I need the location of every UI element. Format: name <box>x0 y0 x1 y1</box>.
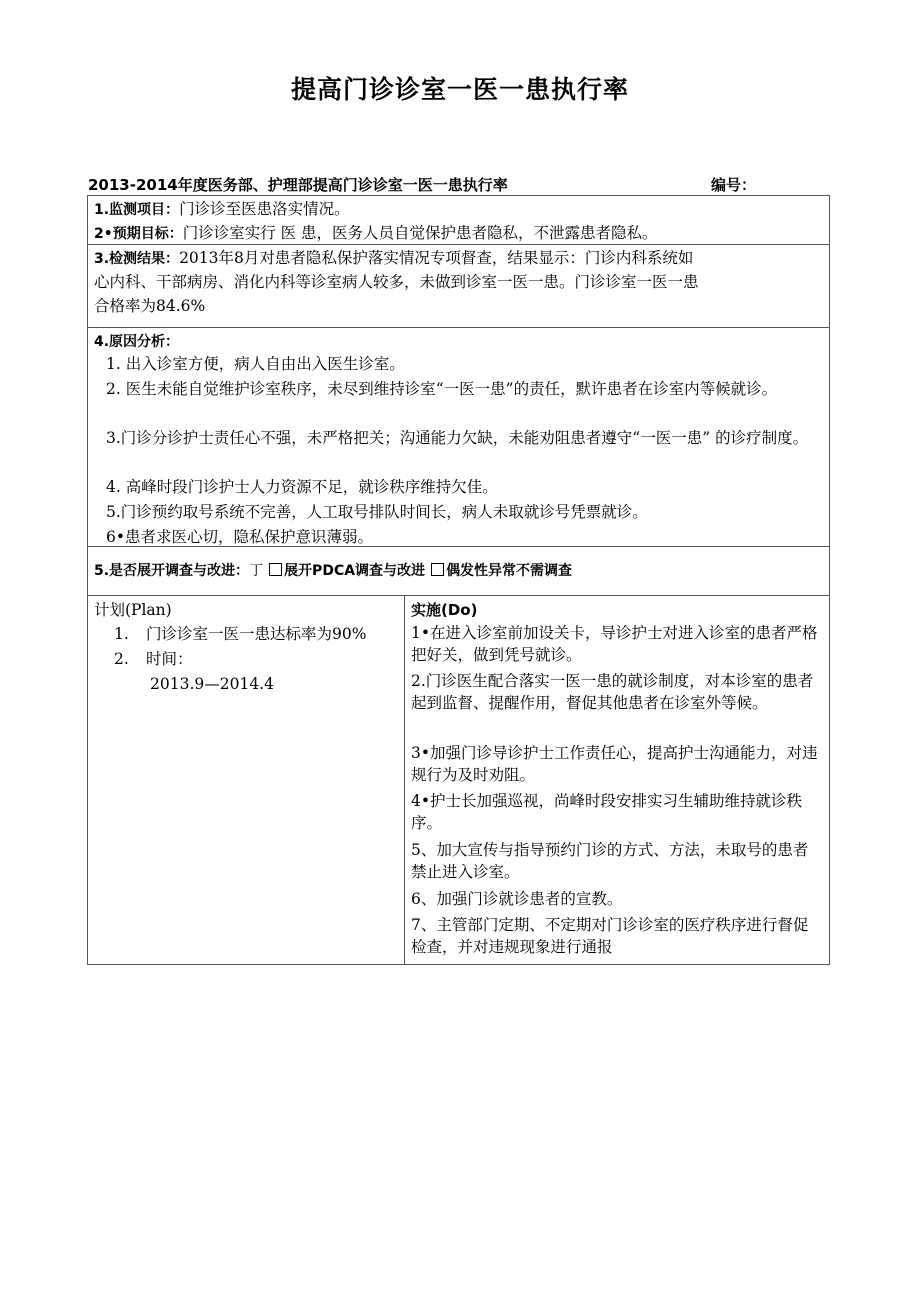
monitor-item-text: 门诊诊至医患洛实情况。 <box>179 200 350 218</box>
inspection-line-3: 合格率为84.6% <box>94 297 206 315</box>
plan-item-goal: 门诊诊室一医一患达标率为90% <box>146 625 367 643</box>
plan-heading: 计划(Plan) <box>94 601 172 619</box>
investigation-mark: 丁 <box>249 563 264 579</box>
plan-item-number: 2. <box>114 650 129 668</box>
report-table <box>87 195 830 965</box>
do-item: 7、主管部门定期、不定期对门诊诊室的医疗秩序进行督促检查，并对违规现象进行通报 <box>411 916 809 956</box>
inspection-label: 3.检测结果： <box>94 251 180 267</box>
cause-analysis-label: 4.原因分析： <box>94 334 180 350</box>
investigation-line <box>94 561 572 581</box>
do-item: 4•护士长加强巡视，尚峰时段安排实习生辅助维持就诊秩序。 <box>411 792 803 832</box>
expected-goal-text: 门诊诊室实行 医 患，医务人员自觉保护患者隐私，不泄露患者隐私。 <box>182 224 658 242</box>
cause-item: 2. 医生未能自觉维护诊室秩序，未尽到维持诊室“一医一患”的责任，默许患者在诊室内等候就诊。 <box>106 380 778 398</box>
plan-column <box>88 596 405 964</box>
page-title: 提高门诊诊室一医一患执行率 <box>290 75 629 104</box>
document-header <box>88 174 830 194</box>
do-item: 1•在进入诊室前加设关卡，导诊护士对进入诊室的患者严格把好关，做到凭号就诊。 <box>411 624 818 664</box>
monitor-section <box>88 196 829 245</box>
serial-number-label: 编号： <box>711 176 757 194</box>
no-investigation-option-label: 偶发性异常不需调查 <box>446 563 573 579</box>
cause-item: 6•患者求医心切，隐私保护意识薄弱。 <box>106 528 374 546</box>
monitor-item-line <box>94 199 350 220</box>
no-investigation-checkbox[interactable] <box>431 563 444 576</box>
investigation-section <box>88 547 829 596</box>
cause-item: 4. 高峰时段门诊护士人力资源不足，就诊秩序维持欠佳。 <box>106 478 498 496</box>
do-item: 2.门诊医生配合落实一医一患的就诊制度，对本诊室的患者起到监督、提醒作用，督促其他患者在诊室外等候。 <box>411 672 814 712</box>
expected-goal-line <box>94 223 658 244</box>
cause-item: 1. 出入诊室方便，病人自由出入医生诊室。 <box>106 355 405 373</box>
plan-do-section <box>88 596 829 964</box>
do-item: 5、加大宣传与指导预约门诊的方式、方法，未取号的患者禁止进入诊室。 <box>411 841 809 881</box>
inspection-text-1: 2013年8月对患者隐私保护落实情况专项督查，结果显示：门诊内科系统如 <box>179 249 694 267</box>
expected-goal-label: 2•预期目标： <box>94 226 183 242</box>
investigation-label: 5.是否展开调查与改进： <box>94 563 250 579</box>
do-item: 3•加强门诊导诊护士工作责任心，提高护士沟通能力，对违规行为及时劝阻。 <box>411 744 818 784</box>
pdca-checkbox[interactable] <box>269 563 282 576</box>
plan-item-number: 1. <box>114 625 129 643</box>
cause-analysis-section <box>88 328 829 547</box>
do-item: 6、加强门诊就诊患者的宣教。 <box>411 890 623 908</box>
cause-item: 5.门诊预约取号系统不完善，人工取号排队时间长，病人未取就诊号凭票就诊。 <box>106 503 648 521</box>
inspection-line-2: 心内科、干部病房、消化内科等诊室病人较多，未做到诊室一医一患。门诊诊室一医一患 <box>94 273 699 291</box>
inspection-line-1 <box>94 248 693 269</box>
do-heading: 实施(Do) <box>411 601 478 619</box>
do-column <box>405 596 829 964</box>
header-title: 2013-2014年度医务部、护理部提高门诊诊室一医一患执行率 <box>88 176 508 194</box>
plan-item-time: 时间： <box>146 650 193 668</box>
plan-period: 2013.9—2014.4 <box>150 675 274 693</box>
pdca-option-label: 展开PDCA调查与改进 <box>284 563 426 579</box>
cause-item: 3.门诊分诊护士责任心不强，未严格把关；沟通能力欠缺，未能劝阻患者遵守“一医一患” 的诊疗制度。 <box>106 429 809 447</box>
monitor-item-label: 1.监测项目： <box>94 202 180 218</box>
inspection-section <box>88 245 829 328</box>
